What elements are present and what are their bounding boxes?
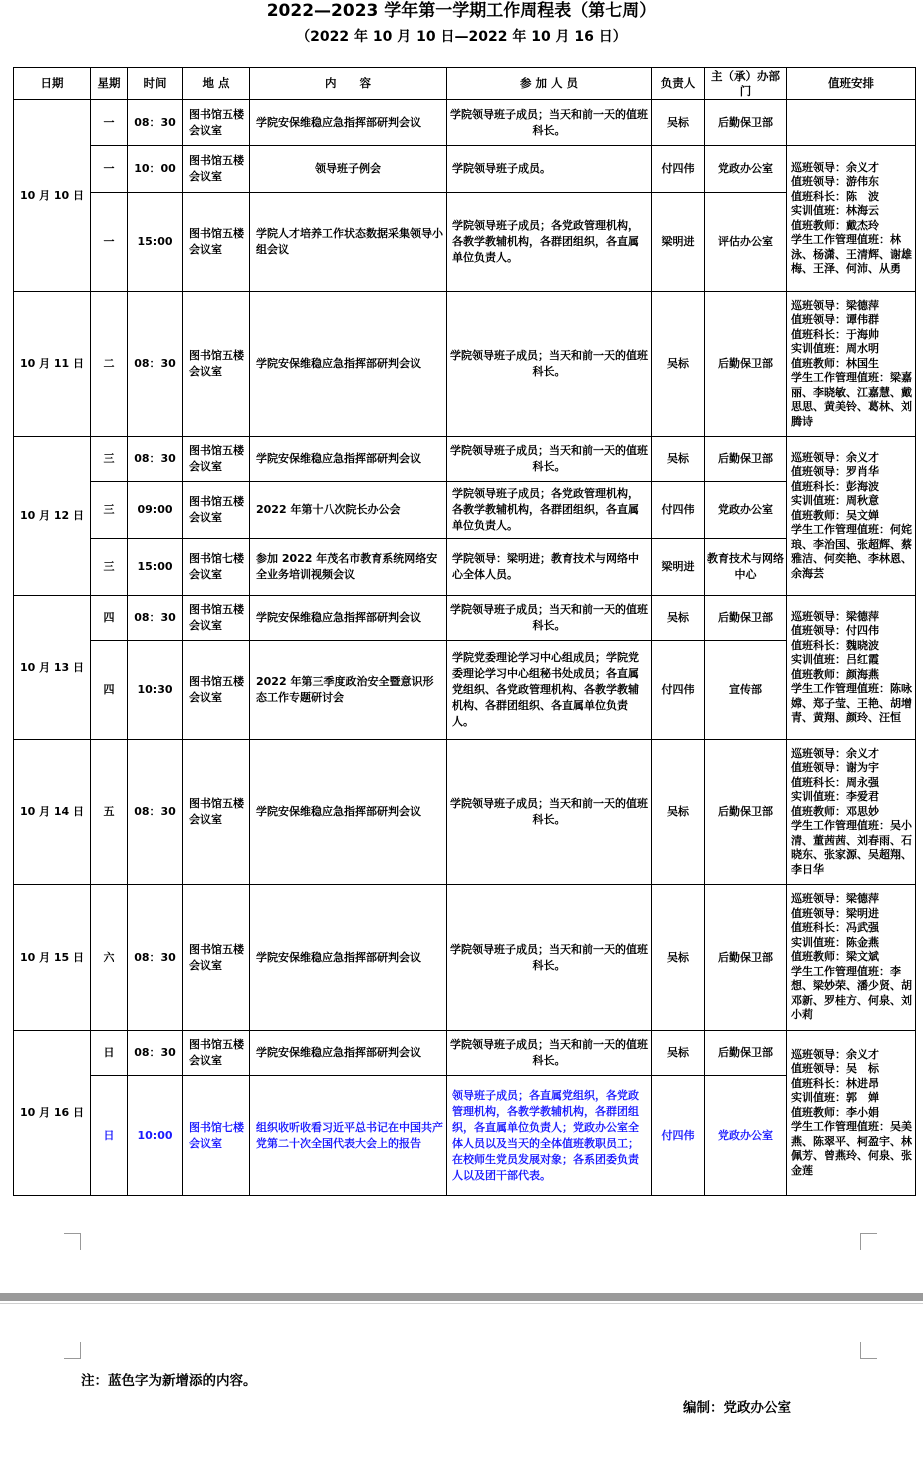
duty-line: 值班领导：游伟东	[791, 175, 879, 188]
duty-line: 巡班领导：余义才	[791, 450, 879, 464]
date-cell: 10 月 10 日	[14, 100, 91, 292]
weekday-cell: 五	[91, 740, 128, 885]
table-row	[14, 437, 916, 482]
time-cell: 15:00	[128, 539, 183, 596]
duty-line: 实训值班：周水明	[791, 342, 879, 356]
dept-cell: 党政办公室	[705, 1076, 787, 1196]
leader-cell: 付四伟	[652, 641, 705, 740]
location-cell: 图书馆五楼会议室	[183, 437, 250, 482]
duty-line: 值班领导：梁明进	[791, 906, 879, 920]
header-duty: 值班安排	[787, 68, 916, 100]
content-cell: 学院安保维稳应急指挥部研判会议	[250, 292, 447, 437]
leader-cell: 吴标	[652, 292, 705, 437]
date-cell: 10 月 15 日	[14, 885, 91, 1031]
dept-cell: 后勤保卫部	[705, 885, 787, 1031]
attendees-cell: 领导班子成员；各直属党组织，各党政管理机构，各教学教辅机构，各群团组织，各直属单位负责人；党政办公室全体人员以及当天的全体值班教职员工；在校师生党员发展对象；各系团委负责人以及团干部代表。	[447, 1076, 652, 1196]
duty-line: 实训值班：李爱君	[791, 790, 879, 804]
dept-cell: 后勤保卫部	[705, 292, 787, 437]
leader-cell: 吴标	[652, 437, 705, 482]
duty-cell	[787, 437, 916, 596]
page-subtitle: （2022 年 10 月 10 日—2022 年 10 月 16 日）	[296, 29, 627, 45]
header-location: 地 点	[183, 68, 250, 100]
content-cell: 学院安保维稳应急指挥部研判会议	[250, 885, 447, 1031]
duty-line: 值班教师：颜海燕	[791, 667, 879, 681]
header-leader: 负责人	[652, 68, 705, 100]
table-row	[14, 1031, 916, 1076]
location-cell: 图书馆五楼会议室	[183, 596, 250, 641]
time-cell: 08：30	[128, 596, 183, 641]
table-row	[14, 482, 916, 539]
duty-cell	[787, 146, 916, 292]
duty-cell	[787, 1031, 916, 1196]
weekday-cell: 日	[91, 1031, 128, 1076]
duty-line: 值班领导：吴 标	[791, 1062, 879, 1076]
duty-line: 巡班领导：余义才	[791, 160, 879, 174]
weekday-cell: 三	[91, 539, 128, 596]
attendees-cell: 学院领导班子成员；当天和前一天的值班科长。	[447, 100, 652, 146]
duty-line: 值班教师：邓思妙	[791, 804, 879, 818]
date-cell: 10 月 16 日	[14, 1031, 91, 1196]
content-cell: 学院人才培养工作状态数据采集领导小组会议	[250, 193, 447, 292]
location-cell: 图书馆五楼会议室	[183, 292, 250, 437]
header-date: 日期	[14, 68, 91, 100]
leader-cell: 付四伟	[652, 1076, 705, 1196]
editor-credit: 编制：党政办公室	[683, 1400, 791, 1416]
location-cell: 图书馆七楼会议室	[183, 539, 250, 596]
schedule-table	[13, 67, 916, 1196]
leader-cell: 梁明进	[652, 193, 705, 292]
weekday-cell: 一	[91, 100, 128, 146]
duty-line: 学生工作管理值班：何姹琅、李治国、张超辉、蔡雅洁、何奕艳、李林恩、余海芸	[791, 523, 912, 580]
duty-cell	[787, 292, 916, 437]
page-title: 2022—2023 学年第一学期工作周程表（第七周）	[266, 1, 657, 21]
location-cell: 图书馆五楼会议室	[183, 193, 250, 292]
location-cell: 图书馆五楼会议室	[183, 641, 250, 740]
header-content: 内 容	[250, 68, 447, 100]
time-cell: 08：30	[128, 292, 183, 437]
duty-line: 实训值班：周秋意	[791, 494, 879, 508]
header-dept: 主（承）办部 门	[705, 68, 787, 100]
page-break-line	[0, 1303, 923, 1304]
table-row	[14, 539, 916, 596]
duty-line: 巡班领导：梁德萍	[791, 892, 879, 906]
time-cell: 08：30	[128, 437, 183, 482]
table-row-new	[14, 1076, 916, 1196]
leader-cell: 吴标	[652, 100, 705, 146]
duty-line: 巡班领导：余义才	[791, 1047, 879, 1061]
attendees-cell: 学院领导班子成员。	[447, 146, 652, 193]
time-cell: 08：30	[128, 1031, 183, 1076]
duty-line: 学生工作管理值班：梁嘉丽、李晓敏、江嘉慧、戴思思、黄美铃、葛林、刘腾诗	[791, 371, 912, 428]
content-cell: 领导班子例会	[250, 146, 447, 193]
dept-cell: 宣传部	[705, 641, 787, 740]
attendees-cell: 学院党委理论学习中心组成员；学院党委理论学习中心组秘书处成员；各直属党组织、各党政管理机构、各教学教辅机构、各群团组织、各直属单位负责人。	[447, 641, 652, 740]
attendees-cell: 学院领导班子成员；当天和前一天的值班科长。	[447, 292, 652, 437]
location-cell: 图书馆五楼会议室	[183, 740, 250, 885]
duty-line: 值班科长：彭海波	[791, 479, 879, 493]
duty-line: 实训值班：陈金燕	[791, 935, 879, 949]
date-cell: 10 月 11 日	[14, 292, 91, 437]
duty-line: 值班领导：谢为宇	[791, 761, 879, 775]
weekday-cell: 六	[91, 885, 128, 1031]
leader-cell: 梁明进	[652, 539, 705, 596]
page-break	[0, 1293, 923, 1301]
header-attendees: 参 加 人 员	[447, 68, 652, 100]
time-cell: 15:00	[128, 193, 183, 292]
weekday-cell: 一	[91, 193, 128, 292]
header-time: 时间	[128, 68, 183, 100]
corner-mark	[64, 1342, 81, 1359]
duty-line: 值班科长：林进昂	[791, 1076, 879, 1090]
attendees-cell: 学院领导班子成员；各党政管理机构，各教学教辅机构，各群团组织，各直属单位负责人。	[447, 482, 652, 539]
content-cell: 学院安保维稳应急指挥部研判会议	[250, 437, 447, 482]
location-cell: 图书馆五楼会议室	[183, 482, 250, 539]
duty-line: 值班教师：李小娟	[791, 1105, 879, 1119]
duty-line: 学生工作管理值班：吴小清、董茜茜、刘春雨、石晓东、张家源、吴超翔、李日华	[791, 819, 912, 876]
dept-cell: 后勤保卫部	[705, 1031, 787, 1076]
content-cell: 学院安保维稳应急指挥部研判会议	[250, 596, 447, 641]
time-cell: 10:00	[128, 1076, 183, 1196]
table-row	[14, 641, 916, 740]
location-cell: 图书馆五楼会议室	[183, 1031, 250, 1076]
dept-cell: 后勤保卫部	[705, 437, 787, 482]
dept-cell: 后勤保卫部	[705, 100, 787, 146]
time-cell: 08：30	[128, 885, 183, 1031]
duty-line: 学生工作管理值班：林泳、杨潇、王清辉、谢雄梅、王泽、何沛、从勇	[791, 233, 912, 275]
location-cell: 图书馆五楼会议室	[183, 885, 250, 1031]
table-row	[14, 100, 916, 146]
dept-cell: 党政办公室	[705, 146, 787, 193]
time-cell: 10：00	[128, 146, 183, 193]
duty-line: 值班领导：罗肖华	[791, 465, 879, 479]
weekday-cell: 二	[91, 292, 128, 437]
location-cell: 图书馆五楼会议室	[183, 146, 250, 193]
duty-line: 值班科长：魏晓波	[791, 638, 879, 652]
weekday-cell: 一	[91, 146, 128, 193]
content-cell: 参加 2022 年茂名市教育系统网络安全业务培训视频会议	[250, 539, 447, 596]
duty-line: 学生工作管理值班：陈咏嫦、郑子莹、王艳、胡增青、黄翔、颜玲、汪恒	[791, 682, 912, 724]
dept-cell: 后勤保卫部	[705, 740, 787, 885]
leader-cell: 吴标	[652, 596, 705, 641]
table-row	[14, 193, 916, 292]
header-row	[14, 68, 916, 100]
duty-line: 学生工作管理值班：吴美燕、陈翠平、柯盈宇、林佩芳、曾燕玲、何泉、张金莲	[791, 1120, 912, 1177]
weekday-cell: 三	[91, 437, 128, 482]
table-row	[14, 740, 916, 885]
dept-cell: 党政办公室	[705, 482, 787, 539]
duty-line: 值班科长：于海帅	[791, 327, 879, 341]
time-cell: 08：30	[128, 100, 183, 146]
content-cell: 2022 年第十八次院长办公会	[250, 482, 447, 539]
corner-mark	[860, 1342, 877, 1359]
content-cell: 组织收听收看习近平总书记在中国共产党第二十次全国代表大会上的报告	[250, 1076, 447, 1196]
leader-cell: 付四伟	[652, 146, 705, 193]
weekday-cell: 四	[91, 596, 128, 641]
date-cell: 10 月 13 日	[14, 596, 91, 740]
duty-line: 巡班领导：梁德萍	[791, 298, 879, 312]
dept-cell: 后勤保卫部	[705, 596, 787, 641]
content-cell: 学院安保维稳应急指挥部研判会议	[250, 100, 447, 146]
attendees-cell: 学院领导班子成员；各党政管理机构，各教学教辅机构，各群团组织，各直属单位负责人。	[447, 193, 652, 292]
duty-line: 实训值班：郭 婵	[791, 1091, 879, 1105]
content-cell: 学院安保维稳应急指挥部研判会议	[250, 1031, 447, 1076]
location-cell: 图书馆五楼会议室	[183, 100, 250, 146]
duty-line: 值班教师：戴杰玲	[791, 218, 879, 232]
date-cell: 10 月 12 日	[14, 437, 91, 596]
table-row	[14, 146, 916, 193]
leader-cell: 吴标	[652, 740, 705, 885]
header-weekday: 星期	[91, 68, 128, 100]
duty-line: 值班科长：陈 波	[791, 189, 879, 203]
duty-line: 值班教师：吴文婵	[791, 508, 879, 522]
location-cell: 图书馆七楼会议室	[183, 1076, 250, 1196]
table-row	[14, 885, 916, 1031]
attendees-cell: 学院领导班子成员；当天和前一天的值班科长。	[447, 885, 652, 1031]
duty-cell	[787, 740, 916, 885]
leader-cell: 吴标	[652, 885, 705, 1031]
dept-cell: 评估办公室	[705, 193, 787, 292]
duty-cell	[787, 596, 916, 740]
dept-cell: 教育技术与网络中心	[705, 539, 787, 596]
duty-line: 学生工作管理值班：李想、梁妙荣、潘少贤、胡邓新、罗桂方、何泉、刘小莉	[791, 964, 912, 1022]
duty-line: 值班领导：谭伟群	[791, 313, 879, 327]
duty-cell	[787, 885, 916, 1031]
date-cell: 10 月 14 日	[14, 740, 91, 885]
attendees-cell: 学院领导班子成员；当天和前一天的值班科长。	[447, 437, 652, 482]
duty-line: 值班领导：付四伟	[791, 624, 879, 637]
attendees-cell: 学院领导班子成员；当天和前一天的值班科长。	[447, 1031, 652, 1076]
footnote: 注：蓝色字为新增添的内容。	[81, 1373, 257, 1389]
time-cell: 09:00	[128, 482, 183, 539]
corner-mark	[860, 1233, 877, 1250]
time-cell: 08：30	[128, 740, 183, 885]
duty-line: 值班教师：梁文斌	[791, 950, 879, 964]
duty-line: 巡班领导：余义才	[791, 746, 879, 760]
duty-line: 值班教师：林国生	[791, 356, 879, 370]
attendees-cell: 学院领导班子成员；当天和前一天的值班科长。	[447, 596, 652, 641]
leader-cell: 付四伟	[652, 482, 705, 539]
duty-line: 实训值班：林海云	[791, 204, 879, 217]
attendees-cell: 学院领导班子成员；当天和前一天的值班科长。	[447, 740, 652, 885]
duty-line: 巡班领导：梁德萍	[791, 609, 879, 623]
content-cell: 2022 年第三季度政治安全暨意识形态工作专题研讨会	[250, 641, 447, 740]
table-row	[14, 292, 916, 437]
weekday-cell: 三	[91, 482, 128, 539]
duty-line: 值班科长：周永强	[791, 775, 879, 789]
table-row	[14, 596, 916, 641]
leader-cell: 吴标	[652, 1031, 705, 1076]
attendees-cell: 学院领导：梁明进；教育技术与网络中心全体人员。	[447, 539, 652, 596]
corner-mark	[64, 1233, 81, 1250]
duty-line: 实训值班：吕红霞	[791, 653, 879, 666]
weekday-cell: 四	[91, 641, 128, 740]
duty-cell-empty	[787, 100, 916, 146]
duty-line: 值班科长：冯武强	[791, 921, 879, 935]
content-cell: 学院安保维稳应急指挥部研判会议	[250, 740, 447, 885]
time-cell: 10:30	[128, 641, 183, 740]
weekday-cell: 日	[91, 1076, 128, 1196]
